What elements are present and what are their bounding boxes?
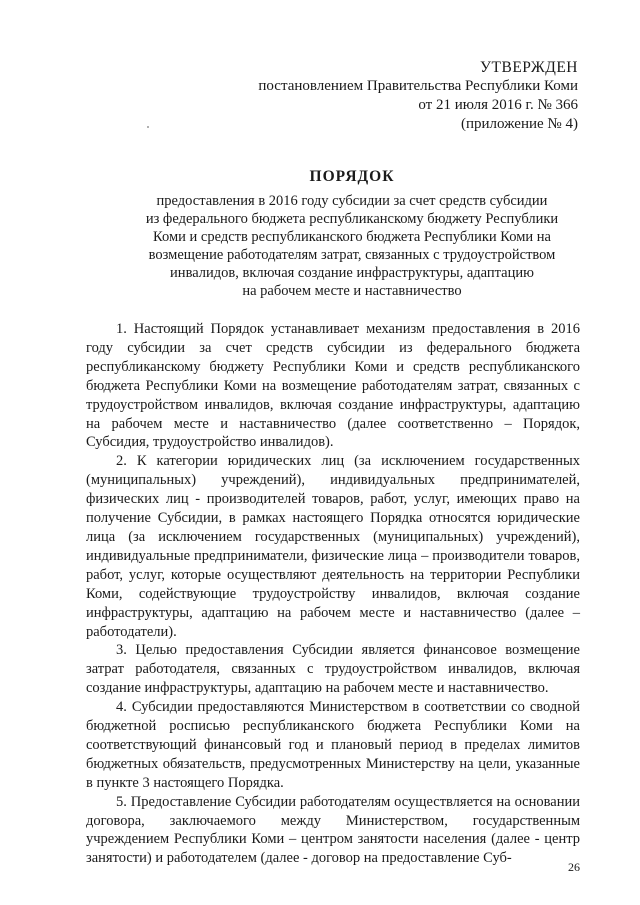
subtitle-line: Коми и средств республиканского бюджета Республики Коми на: [153, 229, 551, 245]
subtitle-line: предоставления в 2016 году субсидии за счет средств субсидии: [156, 193, 548, 209]
document-subtitle: [100, 192, 604, 300]
scan-speck: [147, 126, 149, 128]
page-number: 26: [568, 860, 580, 874]
subtitle-line: на рабочем месте и наставничество: [242, 283, 462, 299]
subtitle-line: возмещение работодателям затрат, связанных с трудоустройством: [148, 247, 556, 263]
paragraph-3: 3. Целью предоставления Субсидии является финансовое возмещение затрат работодателя, связанных с трудоустройством инвалидов, включая создание инфраструктуры, адаптацию на рабочем месте и наставничество.: [86, 642, 580, 697]
document-body: [86, 320, 580, 868]
approval-heading: УТВЕРЖДЕН: [480, 59, 578, 76]
subtitle-line: из федерального бюджета республиканскому бюджету Республики: [145, 211, 559, 227]
paragraph-2: 2. К категории юридических лиц (за исключением государственных (муниципальных) учреждений), индивидуальных предпринимателей, физических лиц - производителей товаров, работ, услуг, имеющих право на получение Субсидии, в рамках настоящего Порядка относятся юридические лица (за исключением государственных (муниципальных) учреждений), индивидуальные предприниматели, физические лица – производители товаров, работ, услуг, которые осуществляют деятельность на территории Республики Коми, содействующие трудоустройству инвалидов, включая создание инфраструктуры, адаптацию на рабочем месте и наставничество (далее – работодатели).: [86, 453, 580, 640]
document-title: ПОРЯДОК: [309, 168, 395, 185]
approval-stamp: [258, 58, 578, 134]
paragraph-1: 1. Настоящий Порядок устанавливает механизм предоставления в 2016 году субсидии за счет средств субсидии из федерального бюджета республиканскому бюджету Республики Коми и средств республиканского бюджета Республики Коми на возмещение работодателям затрат, связанных с трудоустройством инвалидов, включая создание инфраструктуры, адаптацию на рабочем месте и наставничество (далее соответственно – Порядок, Субсидия, трудоустройство инвалидов).: [86, 321, 580, 451]
approval-line: (приложение № 4): [460, 116, 578, 132]
approval-line: от 21 июля 2016 г. № 366: [418, 97, 578, 113]
subtitle-line: инвалидов, включая создание инфраструктуры, адаптацию: [170, 265, 534, 281]
paragraph-4: 4. Субсидии предоставляются Министерством в соответствии со сводной бюджетной росписью республиканского бюджета Республики Коми на соответствующий финансовый год и плановый период в пределах лимитов бюджетных обязательств, предусмотренных Министерству на цели, указанные в пункте 3 настоящего Порядка.: [86, 699, 580, 791]
paragraph-5: 5. Предоставление Субсидии работодателям осуществляется на основании договора, заключаемого между Министерством, государственным учреждением Республики Коми – центром занятости населения (далее - центр занятости) и работодателем (далее - договор на предоставление Суб-: [86, 793, 580, 867]
approval-line: постановлением Правительства Республики Коми: [258, 78, 578, 94]
